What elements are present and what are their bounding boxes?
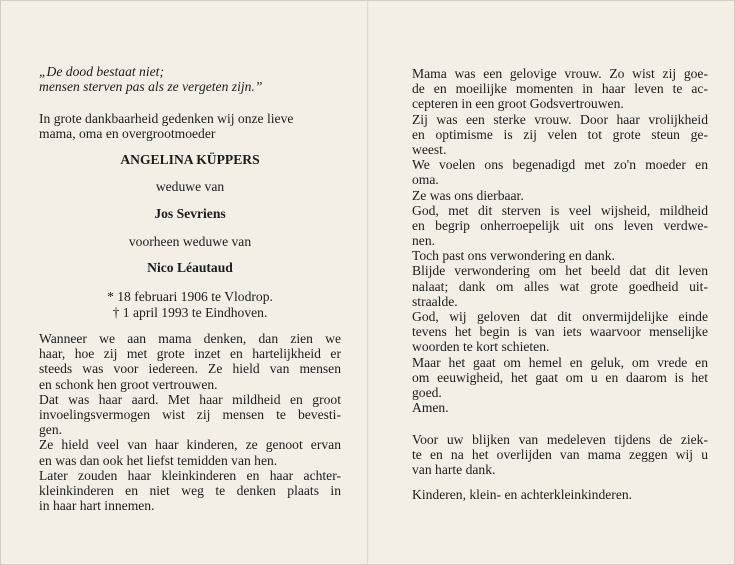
body-line: Wanneer we aan mama denken, dan zien we: [39, 331, 341, 346]
body-line: weest.: [412, 141, 447, 157]
body-line: nalaat; dank om alles wat grote goedheid uit-: [412, 278, 708, 294]
body-line: oma.: [412, 172, 439, 188]
quote-line: „De dood bestaat niet;: [39, 64, 164, 79]
body-line: gen.: [39, 422, 63, 438]
body-line: en schonk hen groot vertrouwen.: [39, 376, 218, 392]
body-line: woorden te kort schieten.: [412, 339, 550, 355]
body-line: straalde.: [412, 293, 458, 309]
husband-name: Jos Sevriens: [154, 206, 226, 221]
right-body: [412, 66, 708, 415]
quote-line: mensen sterven pas als ze vergeten zijn.”: [39, 79, 263, 95]
body-line: We voelen ons begenadigd met zo'n moeder en: [412, 157, 708, 173]
intro-line: In grote dankbaarheid gedenken wij onze lieve: [39, 111, 294, 126]
body-line: God, met dit sterven is veel wijsheid, mildheid: [412, 202, 708, 218]
widow-of-label: weduwe van: [155, 179, 225, 194]
body-line: kleinkinderen en niet weg te denken plaats in: [39, 482, 341, 498]
deceased-name: ANGELINA KÜPPERS: [120, 152, 260, 167]
body-line: Later zouden haar kleinkinderen en haar achter-: [39, 467, 341, 483]
death-date: † 1 april 1993 te Eindhoven.: [112, 305, 268, 320]
body-line: Dat was haar aard. Met haar mildheid en groot: [39, 391, 341, 407]
family-signature: Kinderen, klein- en achterkleinkinderen.: [412, 487, 633, 502]
body-line: goed.: [412, 384, 442, 400]
body-line: nen.: [412, 233, 436, 249]
quote: [39, 64, 341, 94]
body-line: om eeuwigheid, het gaat om u en daarom is het: [412, 369, 708, 385]
body-line: Amen.: [412, 400, 449, 416]
body-line: Maar het gaat om hemel en geluk, om vrede en: [412, 354, 708, 370]
body-line: Toch past ons verwondering en dank.: [412, 248, 615, 264]
intro: [39, 111, 341, 141]
thanks: [412, 432, 708, 478]
body-line: invoelingsvermogen wist zij mensen te bevesti-: [39, 406, 341, 422]
body-line: en was dan ook het liefst temidden van hen.: [39, 452, 278, 468]
body-line: Mama was een gelovige vrouw. Zo wist zij goe-: [412, 66, 708, 81]
birth-date: * 18 februari 1906 te Vlodrop.: [107, 289, 273, 304]
thanks-line: Voor uw blijken van medeleven tijdens de ziek-: [412, 432, 708, 447]
body-line: en begrip onherroepelijk uit ons leven verdwe-: [412, 217, 708, 233]
former-widow-of-label: voorheen weduwe van: [128, 234, 252, 249]
body-line: steeds was voor iedereen. Ze hield van mensen: [39, 361, 341, 377]
thanks-line: van harte dank.: [412, 462, 496, 478]
left-body: [39, 331, 341, 513]
body-line: tevens het begin is van iets waarvoor menselijke: [412, 324, 708, 340]
body-line: in haar hart innemen.: [39, 498, 155, 514]
body-line: God, wij geloven dat dit onvermijdelijke einde: [412, 309, 708, 324]
body-line: de en moeilijke momenten in haar leven te ac-: [412, 81, 708, 97]
body-line: Ze hield veel van haar kinderen, ze genoot ervan: [39, 437, 341, 453]
former-husband-name: Nico Léautaud: [147, 260, 233, 275]
thanks-line: te en na het overlijden van mama zeggen wij u: [412, 447, 708, 463]
body-line: en optimisme is zij velen tot grote steun ge-: [412, 126, 708, 142]
body-line: haar, hoe zij met grote inzet en hartelijkheid er: [39, 346, 341, 362]
body-line: cepteren in een groot Godsvertrouwen.: [412, 96, 624, 112]
intro-line: mama, oma en overgrootmoeder: [39, 126, 216, 142]
body-line: Zij was een sterke vrouw. Door haar vrolijkheid: [412, 111, 708, 127]
body-line: Blijde verwondering om het beeld dat dit leven: [412, 263, 708, 279]
body-line: Ze was ons dierbaar.: [412, 187, 524, 203]
